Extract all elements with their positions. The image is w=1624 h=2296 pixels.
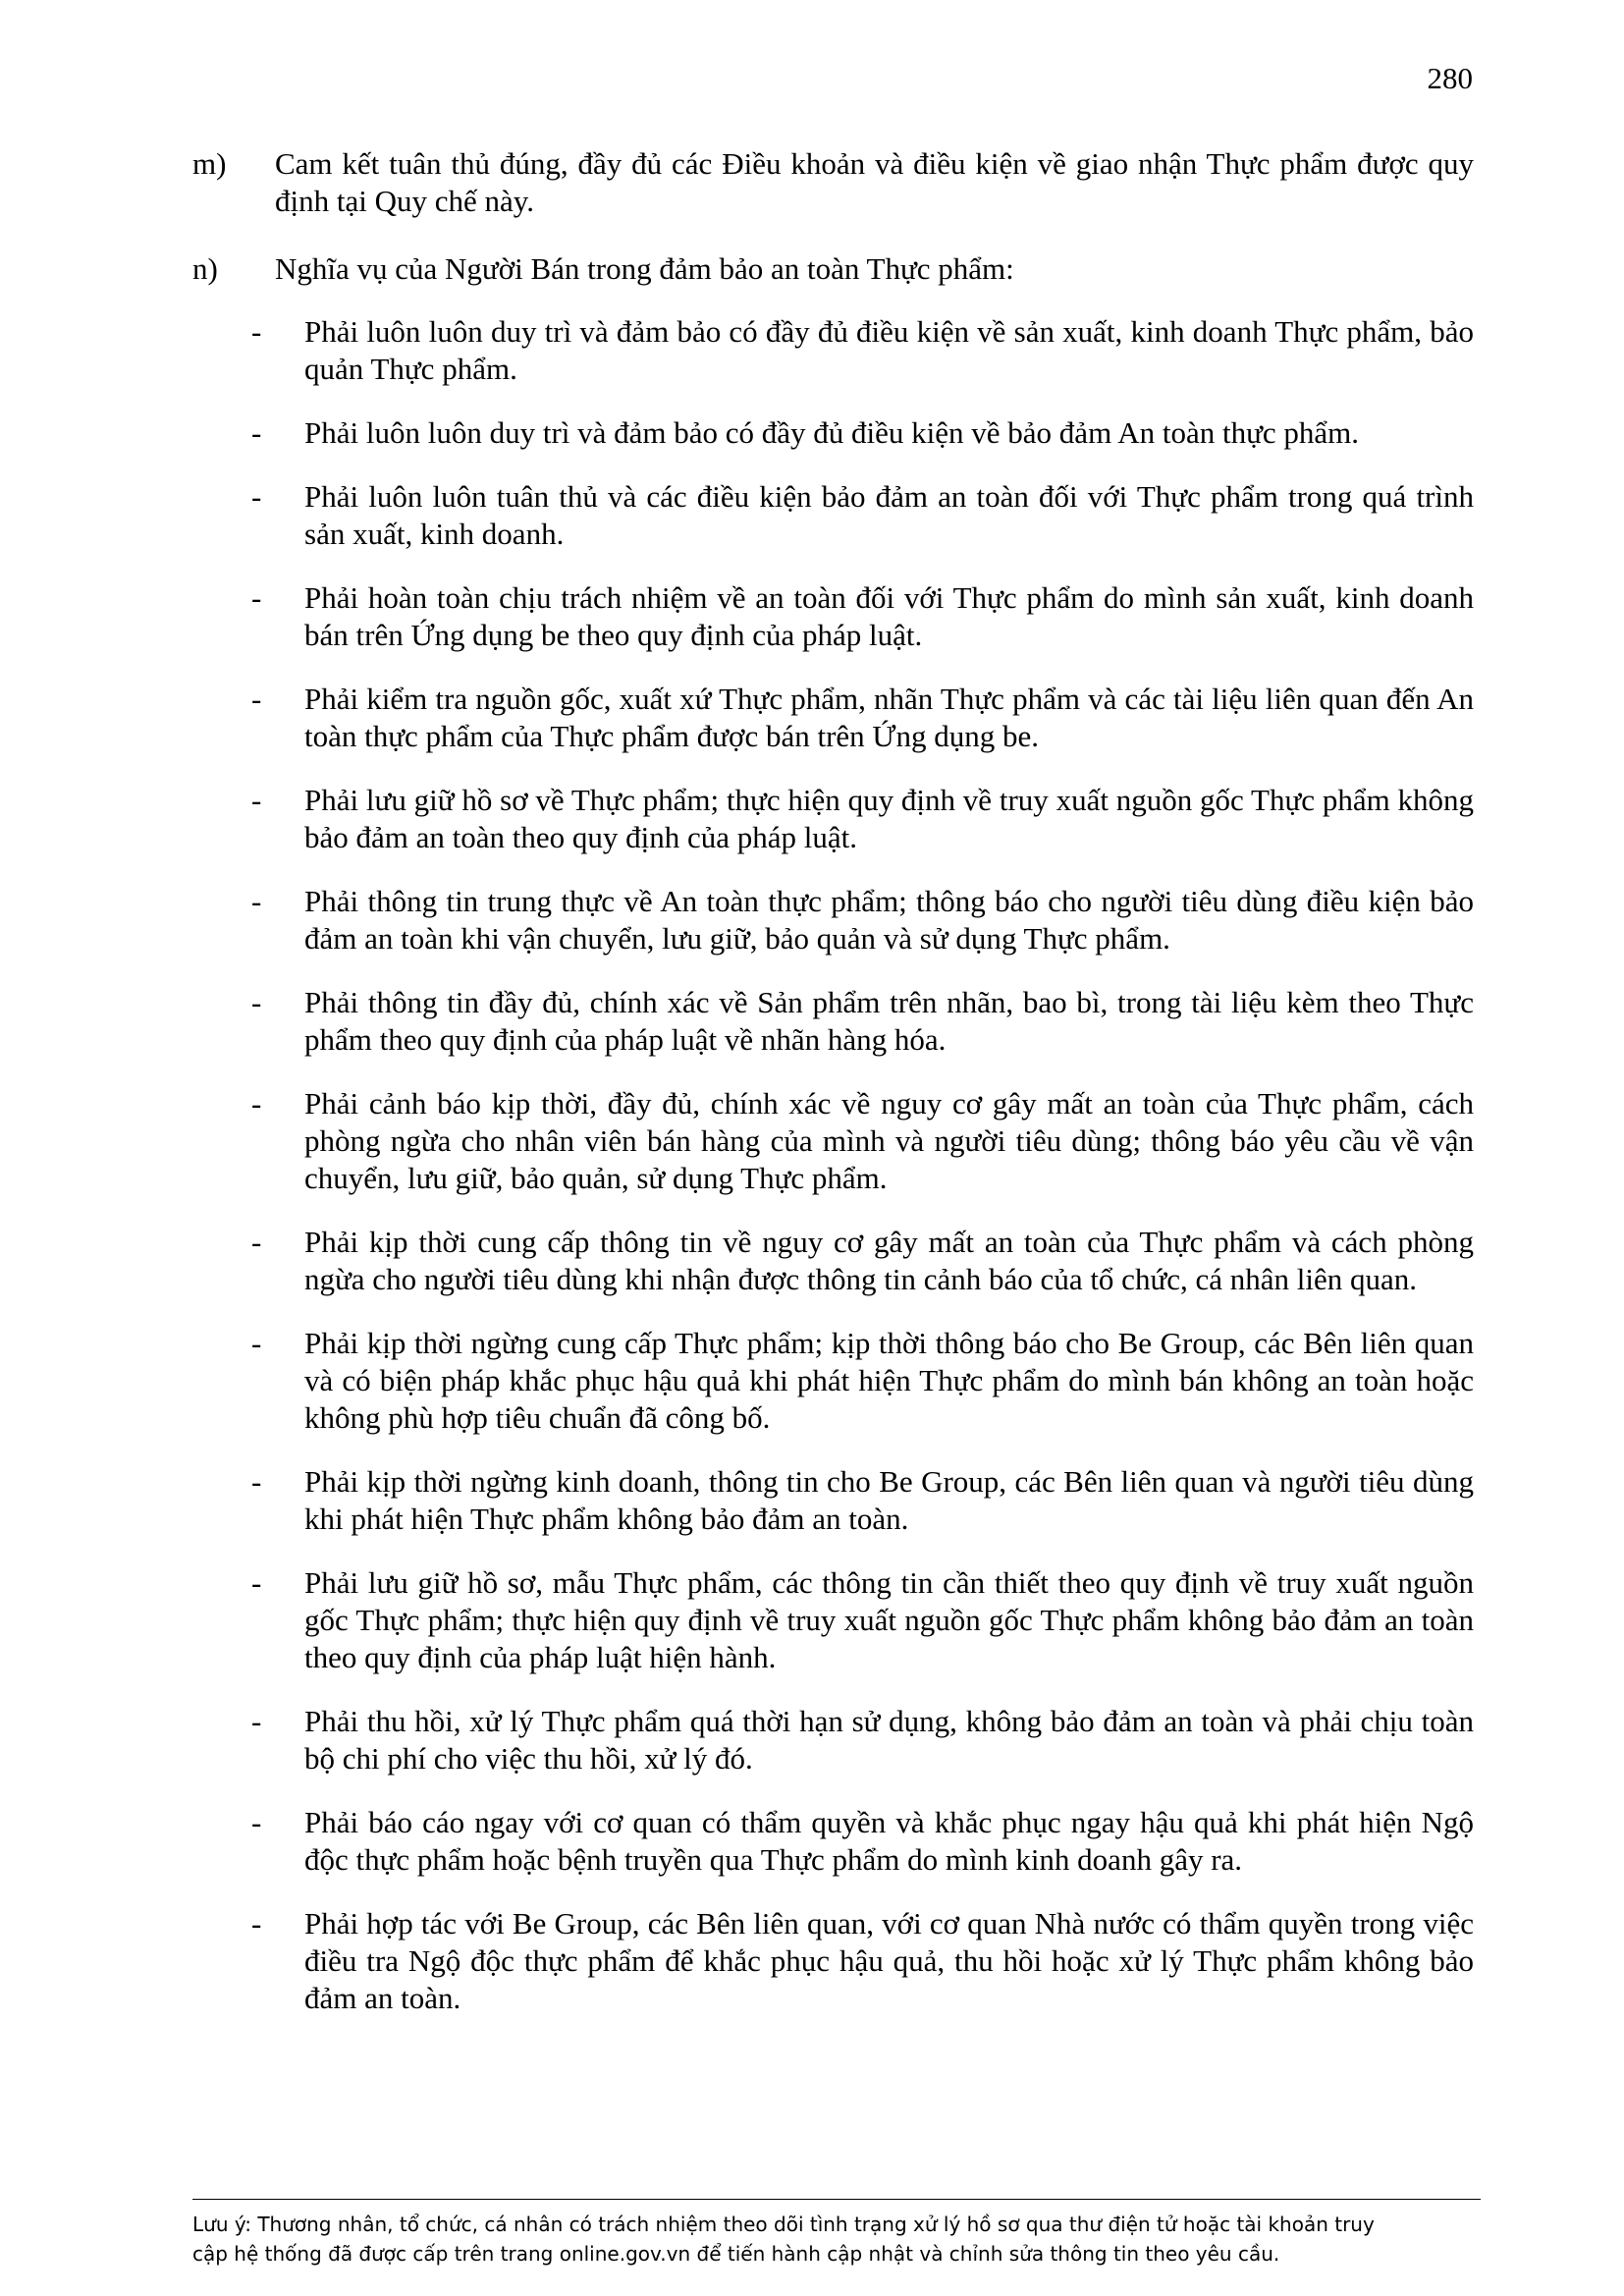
dash-marker: - [251, 884, 262, 918]
dash-marker: - [251, 1464, 262, 1499]
footer-line: cập hệ thống đã được cấp trên trang online.gov.vn để tiến hành cập nhật và chỉnh sửa thông tin theo yêu cầu. [192, 2242, 1280, 2266]
list-item [251, 1224, 1474, 1298]
list-item [251, 1804, 1474, 1879]
list-item-text: Phải thu hồi, xử lý Thực phẩm quá thời hạn sử dụng, không bảo đảm an toàn và phải chịu toàn bộ chi phí cho việc thu hồi, xử lý đó. [304, 1704, 1474, 1776]
list-item-text: Phải thông tin đầy đủ, chính xác về Sản phẩm trên nhãn, bao bì, trong tài liệu kèm theo Thực phẩm theo quy định của pháp luật về nhãn hàng hóa. [304, 985, 1474, 1057]
list-item-text: Phải luôn luôn duy trì và đảm bảo có đầy đủ điều kiện về bảo đảm An toàn thực phẩm. [304, 415, 1360, 450]
list-item [251, 1905, 1474, 2017]
clause-text: Cam kết tuân thủ đúng, đầy đủ các Điều khoản và điều kiện về giao nhận Thực phẩm được quy định tại Quy chế này. [275, 146, 1474, 218]
obligations-list [251, 313, 1474, 2017]
list-item [251, 1325, 1474, 1437]
page-number: 280 [1427, 61, 1473, 95]
dash-marker: - [251, 783, 262, 817]
dash-marker: - [251, 1326, 262, 1360]
footer-line: Lưu ý: Thương nhân, tổ chức, cá nhân có trách nhiệm theo dõi tình trạng xử lý hồ sơ qua thư điện tử hoặc tài khoản truy [192, 2213, 1375, 2236]
document-body [192, 145, 1474, 2044]
clause-text: Nghĩa vụ của Người Bán trong đảm bảo an toàn Thực phẩm: [275, 251, 1014, 286]
list-item-text: Phải thông tin trung thực về An toàn thực phẩm; thông báo cho người tiêu dùng điều kiện bảo đảm an toàn khi vận chuyển, lưu giữ, bảo quản và sử dụng Thực phẩm. [304, 884, 1474, 956]
dash-marker: - [251, 1906, 262, 1941]
list-item-text: Phải lưu giữ hồ sơ, mẫu Thực phẩm, các thông tin cần thiết theo quy định về truy xuất nguồn gốc Thực phẩm; thực hiện quy định về truy xuất nguồn gốc Thực phẩm không bảo đảm an toàn theo quy định của pháp luật hiện hành. [304, 1565, 1474, 1674]
list-item [251, 579, 1474, 654]
footer-note [192, 2210, 1481, 2269]
dash-marker: - [251, 682, 262, 716]
list-item [251, 414, 1474, 452]
clause-m [192, 145, 1474, 220]
list-item [251, 478, 1474, 553]
dash-marker: - [251, 1086, 262, 1121]
dash-marker: - [251, 985, 262, 1019]
clause-n [192, 250, 1474, 288]
list-item-text: Phải lưu giữ hồ sơ về Thực phẩm; thực hiện quy định về truy xuất nguồn gốc Thực phẩm không bảo đảm an toàn theo quy định của pháp luật. [304, 783, 1474, 854]
list-item-text: Phải hoàn toàn chịu trách nhiệm về an toàn đối với Thực phẩm do mình sản xuất, kinh doanh bán trên Ứng dụng be theo quy định của pháp luật. [304, 580, 1474, 652]
list-item-text: Phải kịp thời ngừng cung cấp Thực phẩm; kịp thời thông báo cho Be Group, các Bên liên quan và có biện pháp khắc phục hậu quả khi phát hiện Thực phẩm do mình bán không an toàn hoặc không phù hợp tiêu chuẩn đã công bố. [304, 1326, 1474, 1435]
list-item [251, 1564, 1474, 1676]
footer-divider [192, 2199, 1481, 2200]
list-item-text: Phải hợp tác với Be Group, các Bên liên quan, với cơ quan Nhà nước có thẩm quyền trong việc điều tra Ngộ độc thực phẩm để khắc phục hậu quả, thu hồi hoặc xử lý Thực phẩm không bảo đảm an toàn. [304, 1906, 1474, 2015]
list-item [251, 313, 1474, 388]
list-item-text: Phải kịp thời ngừng kinh doanh, thông tin cho Be Group, các Bên liên quan và người tiêu dùng khi phát hiện Thực phẩm không bảo đảm an toàn. [304, 1464, 1474, 1536]
list-item-text: Phải luôn luôn duy trì và đảm bảo có đầy đủ điều kiện về sản xuất, kinh doanh Thực phẩm, bảo quản Thực phẩm. [304, 314, 1474, 386]
list-item-text: Phải cảnh báo kịp thời, đầy đủ, chính xác về nguy cơ gây mất an toàn của Thực phẩm, cách phòng ngừa cho nhân viên bán hàng của mình và người tiêu dùng; thông báo yêu cầu về vận chuyển, lưu giữ, bảo quản, sử dụng Thực phẩm. [304, 1086, 1474, 1195]
dash-marker: - [251, 1704, 262, 1738]
clause-marker: n) [192, 251, 218, 286]
dash-marker: - [251, 1565, 262, 1600]
list-item [251, 681, 1474, 755]
dash-marker: - [251, 1805, 262, 1839]
dash-marker: - [251, 314, 262, 349]
list-item-text: Phải báo cáo ngay với cơ quan có thẩm quyền và khắc phục ngay hậu quả khi phát hiện Ngộ độc thực phẩm hoặc bệnh truyền qua Thực phẩm do mình kinh doanh gây ra. [304, 1805, 1474, 1877]
dash-marker: - [251, 580, 262, 615]
dash-marker: - [251, 479, 262, 514]
list-item-text: Phải kiểm tra nguồn gốc, xuất xứ Thực phẩm, nhãn Thực phẩm và các tài liệu liên quan đến An toàn thực phẩm của Thực phẩm được bán trên Ứng dụng be. [304, 682, 1474, 753]
dash-marker: - [251, 1225, 262, 1259]
clause-marker: m) [192, 146, 227, 181]
list-item-text: Phải luôn luôn tuân thủ và các điều kiện bảo đảm an toàn đối với Thực phẩm trong quá trình sản xuất, kinh doanh. [304, 479, 1474, 551]
list-item [251, 782, 1474, 856]
list-item [251, 883, 1474, 957]
list-item [251, 984, 1474, 1059]
list-item [251, 1703, 1474, 1777]
list-item [251, 1085, 1474, 1197]
list-item-text: Phải kịp thời cung cấp thông tin về nguy cơ gây mất an toàn của Thực phẩm và cách phòng ngừa cho người tiêu dùng khi nhận được thông tin cảnh báo của tổ chức, cá nhân liên quan. [304, 1225, 1474, 1296]
list-item [251, 1463, 1474, 1538]
dash-marker: - [251, 415, 262, 450]
